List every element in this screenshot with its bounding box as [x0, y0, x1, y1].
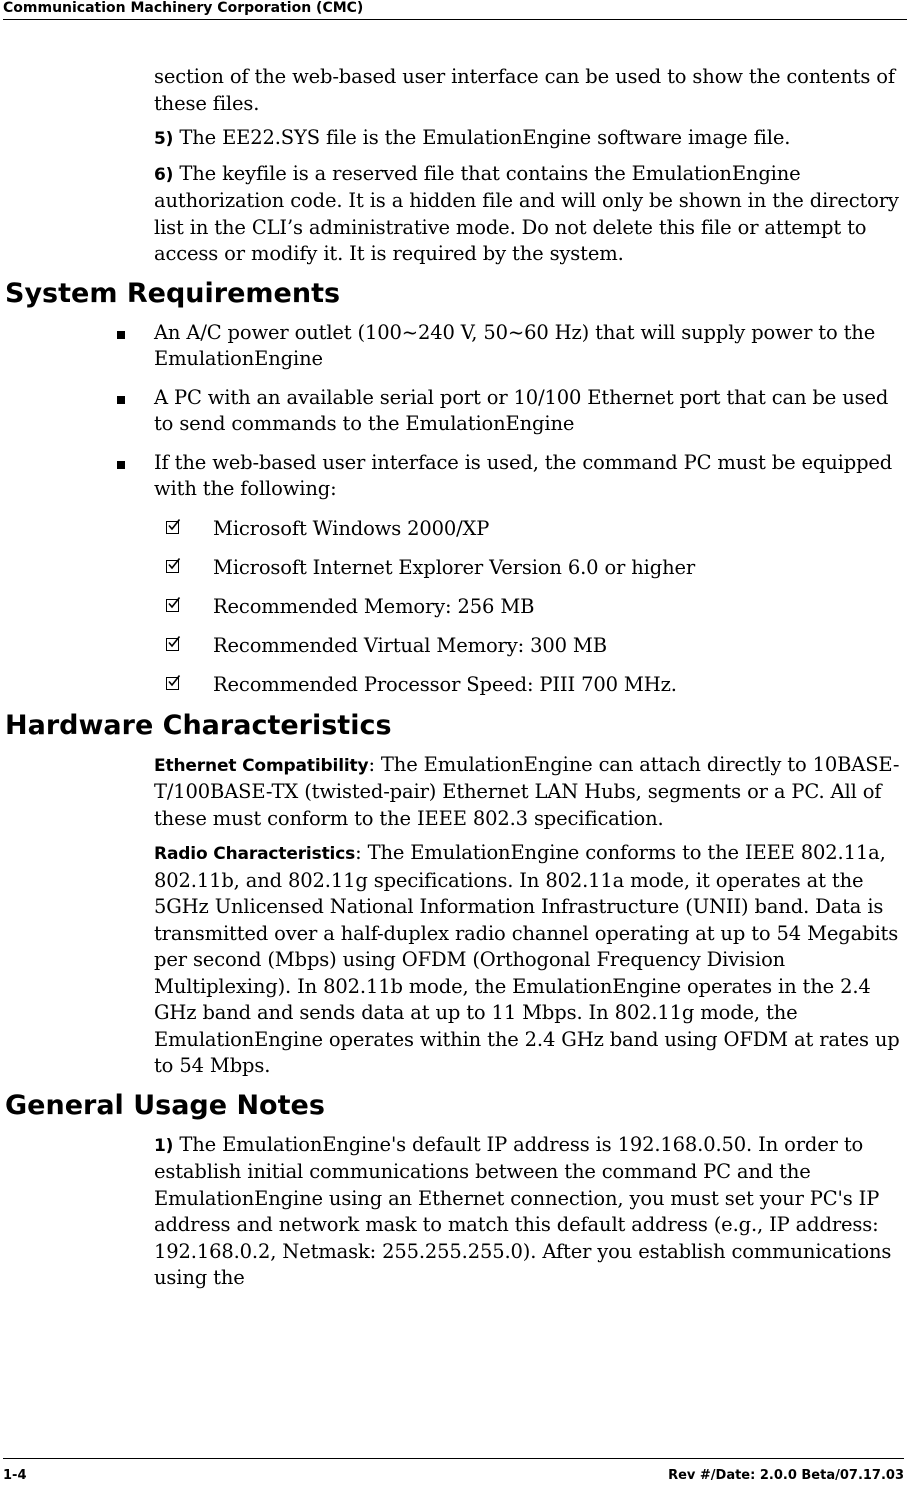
requirement-item — [154, 450, 904, 503]
requirement-text: An A/C power outlet (100~240 V, 50~60 Hz) that will supply power to the EmulationEngine — [154, 320, 876, 370]
item-number-6: 6) — [154, 164, 174, 185]
usage-text-1: The EmulationEngine's default IP address is 192.168.0.50. In order to establish initial communications between the command PC and the EmulationEngine using an Ethernet connection, you must set your PC's IP address and network mask to match this default address (e.g., IP address: 192.168.0.2, Netmask: 255.255.255.0). After you establish communications using the — [154, 1132, 892, 1289]
item-number-1: 1) — [154, 1135, 174, 1156]
check-item — [213, 554, 903, 581]
ethernet-text: : The EmulationEngine can attach directly to 10BASE-T/100BASE-TX (twisted-pair) Ethernet LAN Hubs, segments or a PC. All of these must conform to the IEEE 802.3 specification. — [154, 752, 900, 830]
square-bullet-icon — [117, 461, 125, 469]
intro-paragraph-2 — [154, 125, 904, 153]
intro-text-1: section of the web-based user interface can be used to show the contents of these files. — [154, 65, 895, 115]
square-bullet-icon — [117, 396, 125, 404]
intro-text-3: The keyfile is a reserved file that contains the EmulationEngine authorization code. It is a hidden file and will only be shown in the directory list in the CLI’s administrative mode. Do not delete this file or attempt to access or modify it. It is required by the system. — [154, 161, 899, 265]
page-number: 1-4 — [3, 1468, 27, 1483]
checked-box-icon — [166, 521, 179, 534]
page-body — [0, 64, 907, 1300]
intro-paragraph-3 — [154, 161, 904, 268]
checked-box-icon — [166, 638, 179, 651]
header-title: Communication Machinery Corporation (CMC) — [3, 0, 364, 16]
requirements-list — [0, 320, 907, 503]
revision-date: Rev #/Date: 2.0.0 Beta/07.17.03 — [668, 1468, 904, 1483]
check-text: Microsoft Internet Explorer Version 6.0 or higher — [213, 555, 696, 579]
check-text: Microsoft Windows 2000/XP — [213, 516, 490, 540]
running-footer — [3, 1458, 904, 1484]
checked-box-icon — [166, 560, 179, 573]
square-bullet-icon — [117, 331, 125, 339]
ethernet-term: Ethernet Compatibility — [154, 755, 369, 776]
pc-requirements-checklist — [0, 515, 907, 698]
item-number-5: 5) — [154, 129, 174, 149]
intro-paragraph-1 — [154, 64, 904, 117]
radio-term: Radio Characteristics — [154, 844, 356, 864]
check-text: Recommended Processor Speed: PIII 700 MHz. — [213, 672, 677, 696]
usage-paragraph-1 — [154, 1132, 904, 1292]
check-item — [213, 593, 903, 620]
requirement-text: A PC with an available serial port or 10/100 Ethernet port that can be used to send commands to the EmulationEngine — [154, 385, 889, 435]
requirement-item — [154, 385, 904, 438]
requirement-item — [154, 320, 904, 373]
running-header — [3, 0, 907, 20]
check-item — [213, 515, 903, 542]
general-usage-notes-heading: General Usage Notes — [5, 1089, 325, 1121]
hardware-characteristics-heading: Hardware Characteristics — [5, 709, 392, 741]
radio-paragraph — [154, 840, 904, 1080]
requirement-text: If the web-based user interface is used, the command PC must be equipped with the following: — [154, 450, 893, 500]
radio-text: : The EmulationEngine conforms to the IEEE 802.11a, 802.11b, and 802.11g specifications. In 802.11a mode, it operates at the 5GHz Unlicensed National Information Infrastructure (UNII) band. Data is transmitted over a half-duplex radio channel operating at up to 54 Megabits per second (Mbps) using OFDM (Orthogonal Frequency Division Multiplexing). In 802.11b mode, the EmulationEngine operates in the 2.4 GHz band and sends data at up to 11 Mbps. In 802.11g mode, the EmulationEngine operates within the 2.4 GHz band using OFDM at rates up to 54 Mbps. — [154, 841, 900, 1077]
checked-box-icon — [166, 599, 179, 612]
check-text: Recommended Memory: 256 MB — [213, 594, 535, 618]
ethernet-paragraph — [154, 752, 904, 833]
check-text: Recommended Virtual Memory: 300 MB — [213, 633, 607, 657]
check-item — [213, 632, 903, 659]
checked-box-icon — [166, 677, 179, 690]
intro-text-2: The EE22.SYS file is the EmulationEngine software image file. — [173, 126, 791, 149]
check-item — [213, 671, 903, 698]
system-requirements-heading: System Requirements — [5, 277, 341, 309]
